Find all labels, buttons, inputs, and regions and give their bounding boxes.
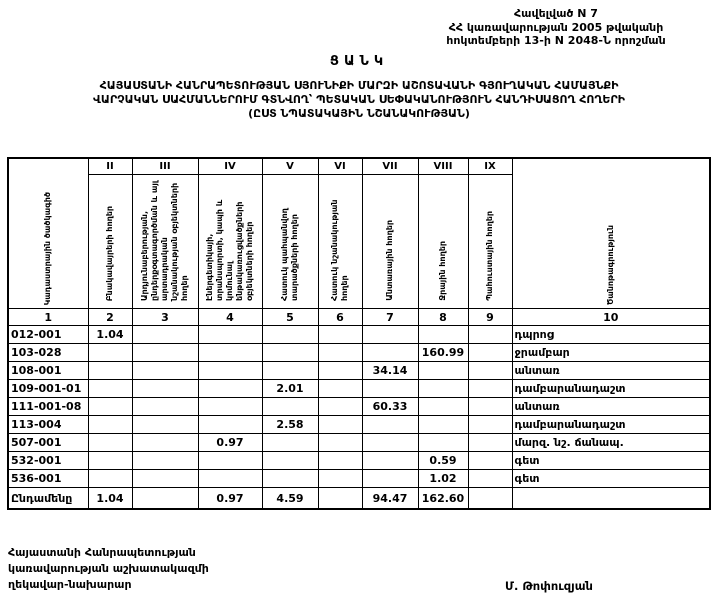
note-cell: անտառ — [512, 362, 710, 380]
note-cell: գետ — [512, 452, 710, 470]
value-cell — [418, 434, 468, 452]
value-cell — [362, 452, 418, 470]
total-value-cell — [132, 488, 198, 510]
note-column-header-label: Ծանոթագրություն — [605, 224, 615, 305]
table-row — [8, 452, 710, 470]
note-cell: դամբարանադաշտ — [512, 416, 710, 434]
total-value-cell — [468, 488, 512, 510]
value-cell — [362, 416, 418, 434]
column-number-cell: 5 — [262, 309, 318, 326]
value-cell — [468, 344, 512, 362]
column-roman-numeral: III — [132, 158, 198, 175]
column-roman-numeral: VIII — [418, 158, 468, 175]
signatory-name: Մ. Թոփուզյան — [505, 579, 593, 593]
column-roman-numeral: II — [88, 158, 132, 175]
cadastral-code-cell: 536-001 — [8, 470, 88, 488]
value-cell — [468, 452, 512, 470]
column-number-row — [8, 309, 710, 326]
value-cell — [262, 344, 318, 362]
appendix-government-line: ՀՀ կառավարության 2005 թվականի — [448, 20, 664, 34]
value-cell — [468, 470, 512, 488]
value-cell — [262, 470, 318, 488]
note-cell: մարզ. նշ. ճանապ. — [512, 434, 710, 452]
value-cell — [132, 470, 198, 488]
land-categories-table — [7, 157, 711, 510]
value-cell — [318, 344, 362, 362]
value-cell — [88, 434, 132, 452]
category-header-energy-transport: Էներգետիկայի, տրանսպորտի, կապի և կոմունալ ենթակառուցվածքների օբյեկտների հողեր — [198, 175, 262, 309]
value-cell — [418, 416, 468, 434]
column-number-cell: 4 — [198, 309, 262, 326]
table-row — [8, 362, 710, 380]
value-cell — [468, 434, 512, 452]
value-cell — [88, 344, 132, 362]
cadastral-code-cell: 012-001 — [8, 326, 88, 344]
value-cell — [198, 416, 262, 434]
cadastral-code-cell: 109-001-01 — [8, 380, 88, 398]
table-row — [8, 434, 710, 452]
value-cell — [318, 470, 362, 488]
column-number-cell: 2 — [88, 309, 132, 326]
signatory-title-line-2: կառավարության աշխատակազմի — [8, 562, 209, 575]
category-header-reserve: Պահուստային հողեր — [468, 175, 512, 309]
signatory-title-block — [8, 545, 209, 593]
value-cell — [262, 326, 318, 344]
table-row — [8, 398, 710, 416]
column-number-cell: 7 — [362, 309, 418, 326]
value-cell — [88, 416, 132, 434]
value-cell — [262, 398, 318, 416]
column-number-cell: 8 — [418, 309, 468, 326]
appendix-reference-block — [400, 7, 712, 48]
total-value-cell: 0.97 — [198, 488, 262, 510]
page-title: ՑԱՆԿ — [329, 54, 389, 69]
note-cell: ջրամբար — [512, 344, 710, 362]
value-cell — [318, 380, 362, 398]
column-roman-numeral: VII — [362, 158, 418, 175]
roman-numeral-row — [8, 158, 710, 175]
value-cell — [198, 452, 262, 470]
value-cell — [468, 380, 512, 398]
column-number-cell: 10 — [512, 309, 710, 326]
value-cell — [132, 362, 198, 380]
value-cell — [418, 326, 468, 344]
column-roman-numeral: VI — [318, 158, 362, 175]
total-value-cell: 1.04 — [88, 488, 132, 510]
cadastral-code-cell: 507-001 — [8, 434, 88, 452]
value-cell — [418, 380, 468, 398]
value-cell — [468, 398, 512, 416]
note-cell: դպրոց — [512, 326, 710, 344]
value-cell — [362, 434, 418, 452]
category-header-special-purpose: Հատուկ նշանակության հողեր — [318, 175, 362, 309]
column-roman-numeral: IV — [198, 158, 262, 175]
value-cell — [318, 434, 362, 452]
table-row — [8, 380, 710, 398]
category-header-residential: Բնակավայրերի հողեր — [88, 175, 132, 309]
category-header-forest: Անտառային հողեր — [362, 175, 418, 309]
column-number-cell: 9 — [468, 309, 512, 326]
value-cell — [88, 380, 132, 398]
value-cell — [198, 326, 262, 344]
cadastral-code-header-label: Կադաստրային ծածկագիծ — [43, 191, 53, 305]
cadastral-code-cell: 532-001 — [8, 452, 88, 470]
value-cell — [198, 344, 262, 362]
category-header-water: Ջրային հողեր — [418, 175, 468, 309]
cadastral-code-cell: 113-004 — [8, 416, 88, 434]
value-cell — [318, 362, 362, 380]
total-value-cell: 94.47 — [362, 488, 418, 510]
value-cell — [88, 470, 132, 488]
signatory-title-line-1: Հայաստանի Հանրապետության — [8, 546, 196, 559]
value-cell — [88, 452, 132, 470]
value-cell: 1.02 — [418, 470, 468, 488]
value-cell — [198, 380, 262, 398]
table-row — [8, 344, 710, 362]
value-cell — [468, 416, 512, 434]
value-cell — [132, 326, 198, 344]
value-cell — [262, 434, 318, 452]
note-cell: դամբարանադաշտ — [512, 380, 710, 398]
total-note-cell — [512, 488, 710, 510]
value-cell: 1.04 — [88, 326, 132, 344]
cadastral-code-cell: 103-028 — [8, 344, 88, 362]
value-cell — [132, 380, 198, 398]
value-cell — [88, 398, 132, 416]
column-number-cell: 3 — [132, 309, 198, 326]
column-roman-numeral: IX — [468, 158, 512, 175]
table-row — [8, 470, 710, 488]
table-row — [8, 326, 710, 344]
value-cell — [262, 452, 318, 470]
value-cell: 0.97 — [198, 434, 262, 452]
value-cell — [132, 452, 198, 470]
note-cell: գետ — [512, 470, 710, 488]
category-header-industrial: Արդյունաբերության, ընդերքօգտագործման և այլ արտադրական նշանակության օբյեկտների հողեր — [132, 175, 198, 309]
value-cell — [132, 398, 198, 416]
column-roman-numeral: V — [262, 158, 318, 175]
category-header-protected-areas: Հատուկ պահպանվող տարածքների հողեր — [262, 175, 318, 309]
value-cell — [318, 398, 362, 416]
value-cell — [468, 362, 512, 380]
value-cell: 2.58 — [262, 416, 318, 434]
value-cell — [132, 344, 198, 362]
value-cell — [468, 326, 512, 344]
value-cell — [362, 380, 418, 398]
cadastral-code-cell: 111-001-08 — [8, 398, 88, 416]
value-cell — [88, 362, 132, 380]
value-cell — [362, 326, 418, 344]
total-value-cell — [318, 488, 362, 510]
value-cell: 0.59 — [418, 452, 468, 470]
table-row — [8, 416, 710, 434]
value-cell — [262, 362, 318, 380]
appendix-decree-line: հոկտեմբերի 13-ի N 2048-Ն որոշման — [446, 34, 666, 47]
value-cell: 2.01 — [262, 380, 318, 398]
total-value-cell: 4.59 — [262, 488, 318, 510]
value-cell: 160.99 — [418, 344, 468, 362]
value-cell — [198, 362, 262, 380]
value-cell — [362, 470, 418, 488]
value-cell — [418, 398, 468, 416]
value-cell — [418, 362, 468, 380]
value-cell — [362, 344, 418, 362]
value-cell: 34.14 — [362, 362, 418, 380]
value-cell — [132, 434, 198, 452]
value-cell — [318, 452, 362, 470]
subtitle-line-2: ՎԱՐՉԱԿԱՆ ՍԱՀՄԱՆՆԵՐՈՒՄ ԳՏՆՎՈՂ՝ ՊԵՏԱԿԱՆ ՍԵՓԱԿԱՆՈՒԹՅՈՒՆ ՀԱՆԴԻՍԱՑՈՂ ՀՈՂԵՐԻ — [93, 93, 625, 106]
cadastral-code-cell: 108-001 — [8, 362, 88, 380]
value-cell — [198, 398, 262, 416]
note-column-header — [512, 158, 710, 309]
signatory-title-line-3: ղեկավար-նախարար — [8, 578, 132, 591]
column-number-cell: 6 — [318, 309, 362, 326]
note-cell: անտառ — [512, 398, 710, 416]
column-number-cell: 1 — [8, 309, 88, 326]
value-cell — [132, 416, 198, 434]
document-subtitle — [0, 79, 718, 121]
value-cell: 60.33 — [362, 398, 418, 416]
cadastral-code-header — [8, 158, 88, 309]
value-cell — [318, 416, 362, 434]
subtitle-line-3: (ԸՍՏ ՆՊԱՏԱԿԱՅԻՆ ՆՇԱՆԱԿՈՒԹՅԱՆ) — [248, 107, 470, 120]
value-cell — [198, 470, 262, 488]
total-row — [8, 488, 710, 510]
value-cell — [318, 326, 362, 344]
subtitle-line-1: ՀԱՅԱՍՏԱՆԻ ՀԱՆՐԱՊԵՏՈՒԹՅԱՆ ՍՅՈՒՆԻՔԻ ՄԱՐԶԻ ԱՇՈՏԱՎԱՆԻ ԳՅՈՒՂԱԿԱՆ ՀԱՄԱՅՆՔԻ — [99, 79, 619, 92]
appendix-number: Հավելված N 7 — [514, 7, 598, 20]
total-label: Ընդամենը — [8, 488, 88, 510]
total-value-cell: 162.60 — [418, 488, 468, 510]
